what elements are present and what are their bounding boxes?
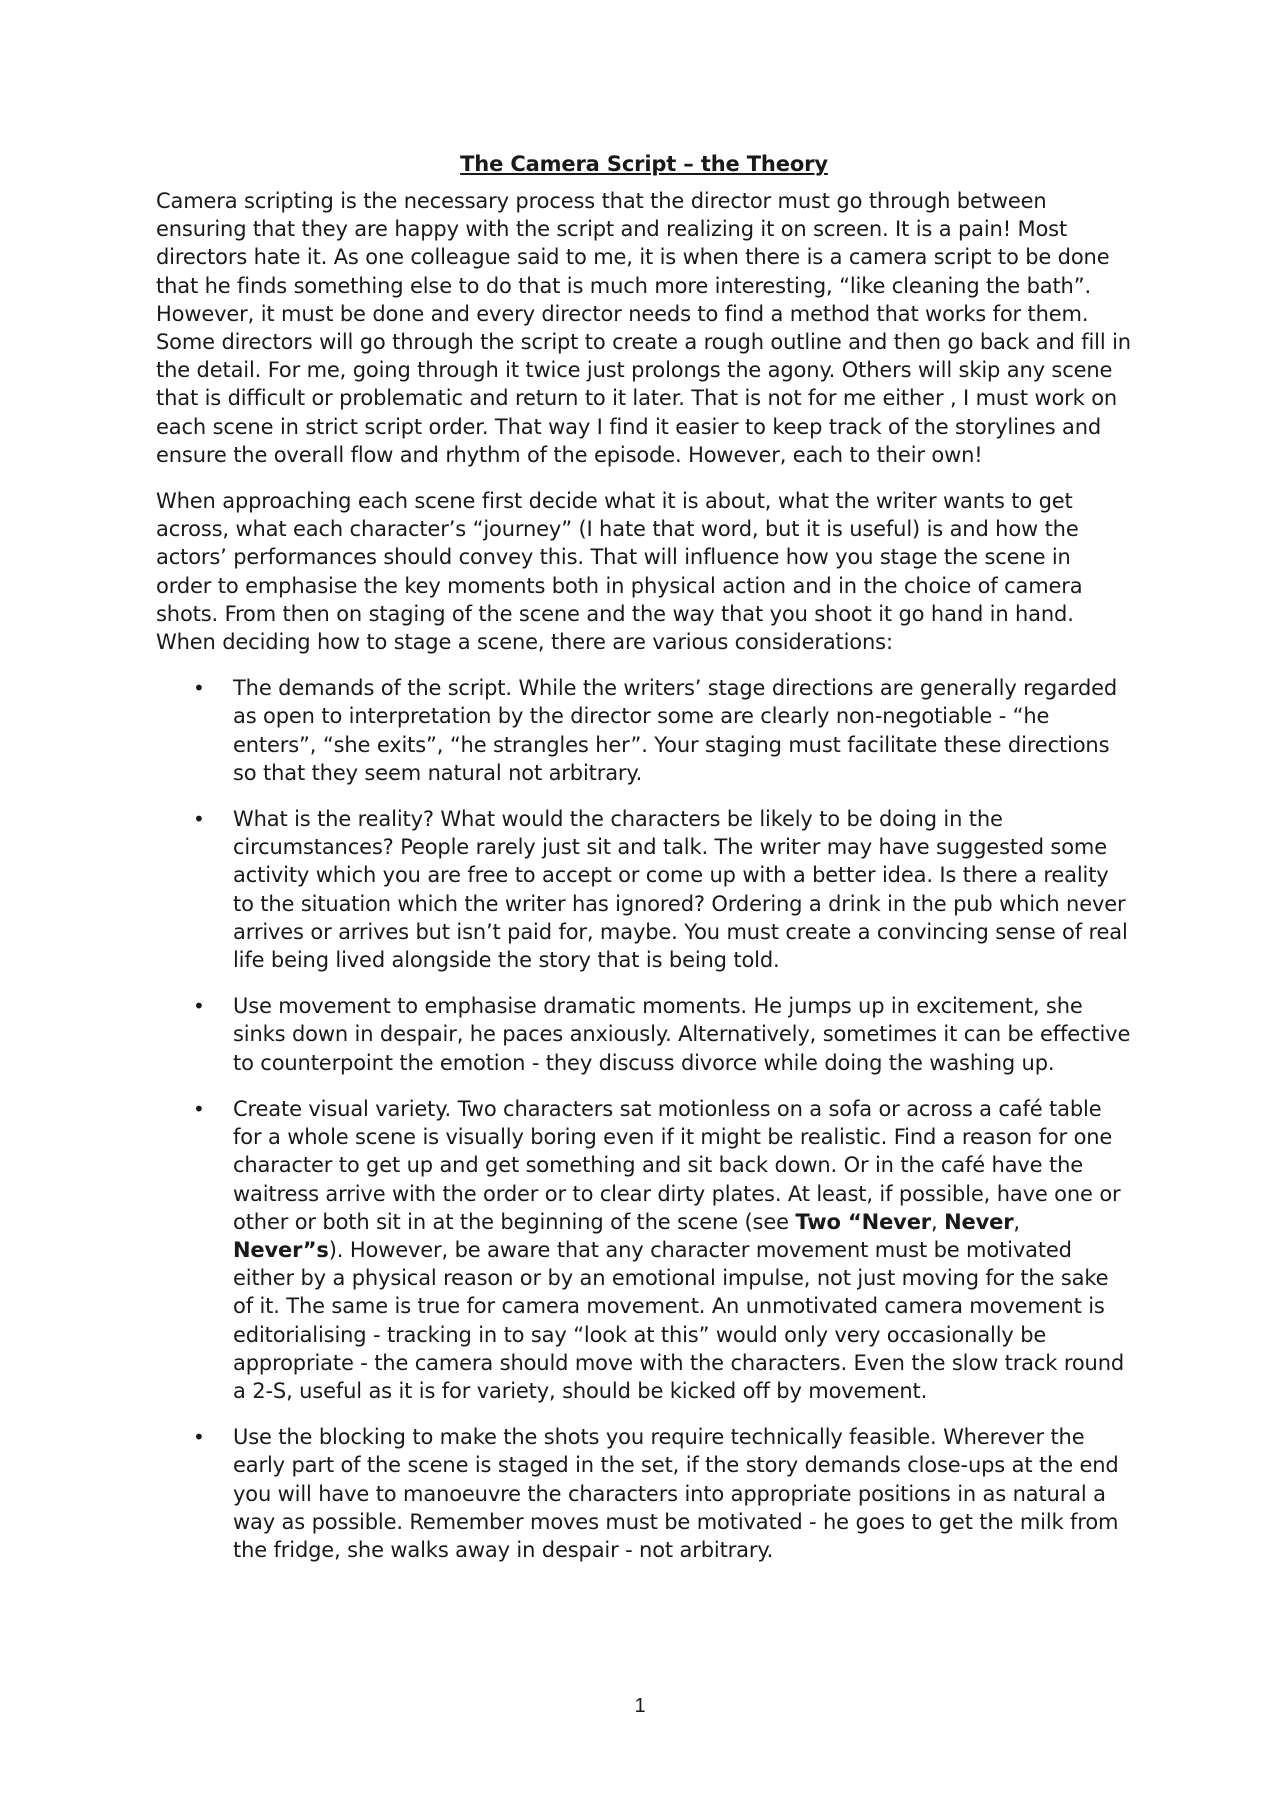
- bullet-icon: •: [193, 1425, 205, 1450]
- emphasis-never: Never: [233, 1237, 303, 1262]
- text-run: ,: [1013, 1209, 1020, 1234]
- text-run: ,: [931, 1209, 945, 1234]
- list-item: [156, 992, 1132, 1077]
- emphasis-two: Two: [795, 1209, 841, 1234]
- emphasis-quote: “: [840, 1209, 862, 1234]
- paragraph-intro: Camera scripting is the necessary process that the director must go through between ensuring that they are happy with the script and realizing it on screen. It is a pain! Most directors hate it. As one colleague said to me, it is when there is a camera script to be done that he finds something else to do that is much more interesting, “like cleaning the bath”. However, it must be done and every director needs to find a method that works for them. Some directors will go through the script to create a rough outline and then go back and fill in the detail. For me, going through it twice just prolongs the agony. Others will skip any scene that is difficult or problematic and return to it later. That is not for me either , I must work on each scene in strict script order. That way I find it easier to keep track of the storylines and ensure the overall flow and rhythm of the episode. However, each to their own!: [156, 189, 1131, 467]
- text-run: Create visual variety. Two characters sat motionless on a sofa or across a café table for a whole scene is visually boring even if it might be realistic. Find a reason for one character to get up and get something and sit back down. Or in the café have the waitress arrive with the order or to clear dirty plates. At least, if possible, have one or other or both sit in at the beginning of the scene (see: [233, 1096, 1121, 1234]
- bullet-icon: •: [193, 807, 205, 832]
- list-item-text: The demands of the script. While the writers’ stage directions are generally regarded as open to interpretation by the director some are clearly non-negotiable - “he enters”, “she exits”, “he strangles her”. Your staging must facilitate these directions so that they seem natural not arbitrary.: [233, 676, 1118, 785]
- considerations-list: [156, 674, 1132, 1564]
- document-body: [156, 150, 1132, 1582]
- list-item-text: Use the blocking to make the shots you require technically feasible. Wherever the early part of the scene is staged in the set, if the story demands close-ups at the end you will have to manoeuvre the characters into appropriate positions in as natural a way as possible. Remember moves must be motivated - he goes to get the milk from the fridge, she walks away in despair - not arbitrary.: [233, 1425, 1119, 1562]
- bullet-icon: •: [193, 994, 205, 1019]
- list-item: [156, 1423, 1132, 1564]
- bullet-icon: •: [193, 1096, 205, 1121]
- list-item-text: [233, 1097, 1124, 1403]
- list-item-text: What is the reality? What would the characters be likely to be doing in the circumstances? People rarely just sit and talk. The writer may have suggested some activity which you are free to accept or come up with a better idea. Is there a reality to the situation which the writer has ignored? Ordering a drink in the pub which never arrives or arrives but isn’t paid for, maybe. You must create a convincing sense of real life being lived alongside the story that is being told.: [233, 807, 1128, 973]
- emphasis-quote-close: ”s: [302, 1237, 329, 1262]
- page-number: 1: [634, 1695, 646, 1717]
- list-item-text: Use movement to emphasise dramatic moments. He jumps up in excitement, she sinks down in despair, he paces anxiously. Alternatively, sometimes it can be effective to counterpoint the emotion - they discuss divorce while doing the washing up.: [233, 994, 1131, 1075]
- list-item: [156, 1095, 1132, 1405]
- document-title: The Camera Script – the Theory: [460, 152, 828, 176]
- emphasis-never: Never: [861, 1209, 931, 1234]
- text-run: ). However, be aware that any character movement must be motivated either by a physical reason or by an emotional impulse, not just moving for the sake of it. The same is true for camera movement. An unmotivated camera movement is editorialising - tracking in to say “look at this” would only very occasionally be appropriate - the camera should move with the characters. Even the slow track round a 2-S, useful as it is for variety, should be kicked off by movement.: [233, 1237, 1125, 1403]
- list-item: [156, 805, 1132, 974]
- emphasis-never: Never: [944, 1209, 1014, 1234]
- paragraph-approach: When approaching each scene first decide what it is about, what the writer wants to get across, what each character’s “journey” (I hate that word, but it is useful) is and how the actors’ performances should convey this. That will influence how you stage the scene in order to emphasise the key moments both in physical action and in the choice of camera shots. From then on staging of the scene and the way that you shoot it go hand in hand. When deciding how to stage a scene, there are various considerations:: [156, 489, 1083, 655]
- bullet-icon: •: [193, 676, 205, 701]
- list-item: [156, 674, 1132, 787]
